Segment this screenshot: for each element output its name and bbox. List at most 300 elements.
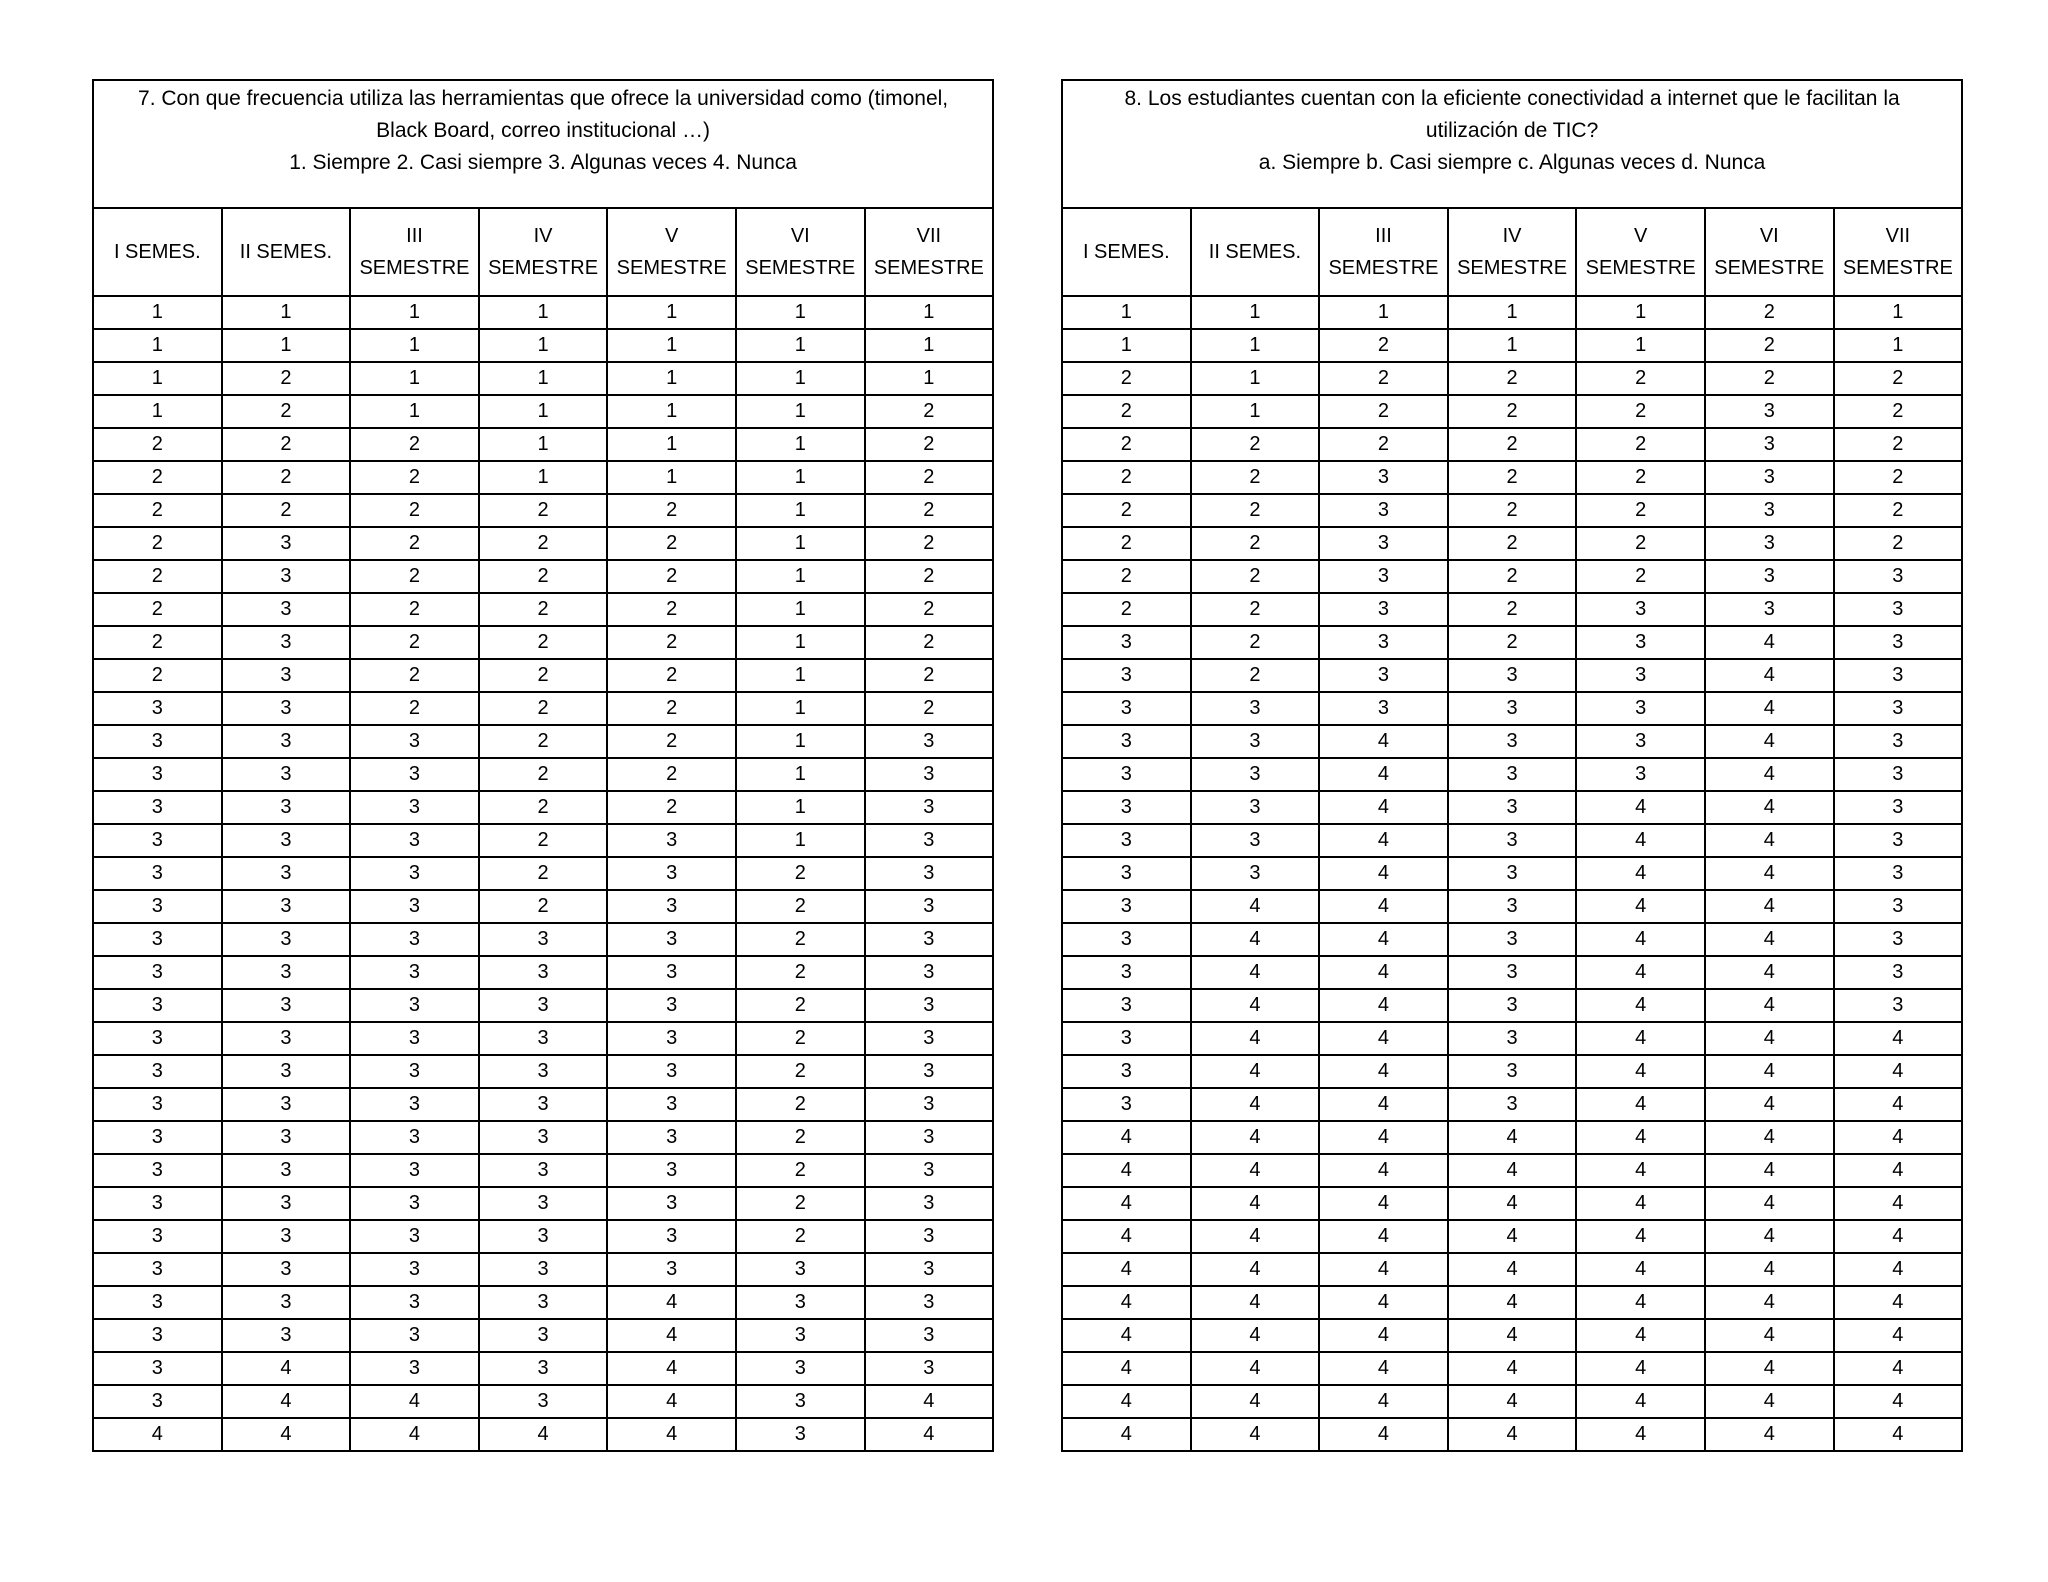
q8-table-cell: 1 — [1191, 362, 1320, 395]
q7-table-cell: 2 — [479, 626, 608, 659]
q7-table-cell: 3 — [93, 725, 222, 758]
q7-table-row — [93, 626, 993, 659]
q8-table-cell: 4 — [1319, 1286, 1448, 1319]
q7-table-row — [93, 791, 993, 824]
q8-table-cell: 3 — [1448, 956, 1577, 989]
q8-table-cell: 4 — [1705, 824, 1834, 857]
q8-table-cell: 3 — [1705, 527, 1834, 560]
q8-table-cell: 3 — [1705, 461, 1834, 494]
q8-table-cell: 3 — [1448, 824, 1577, 857]
q7-table-cell: 3 — [607, 1022, 736, 1055]
q7-table-cell: 3 — [93, 692, 222, 725]
q8-table-cell: 3 — [1834, 659, 1963, 692]
q7-table-cell: 1 — [736, 494, 865, 527]
q7-table-cell: 3 — [222, 1286, 351, 1319]
q7-table-cell: 3 — [222, 1088, 351, 1121]
q7-table-row — [93, 1352, 993, 1385]
q7-table-cell: 3 — [865, 1187, 994, 1220]
q7-table-cell: 2 — [479, 494, 608, 527]
q7-table-cell: 1 — [736, 692, 865, 725]
q7-table-cell: 3 — [479, 956, 608, 989]
q7-table-cell: 3 — [479, 1121, 608, 1154]
q7-table-cell: 3 — [93, 1022, 222, 1055]
q8-table-cell: 3 — [1062, 758, 1191, 791]
q7-table-cell: 1 — [479, 329, 608, 362]
q8-table-cell: 4 — [1319, 791, 1448, 824]
q7-table-cell: 3 — [93, 1154, 222, 1187]
q7-table-row — [93, 593, 993, 626]
q7-table-cell: 3 — [350, 758, 479, 791]
q7-table-cell: 3 — [93, 791, 222, 824]
q8-table-row — [1062, 1187, 1962, 1220]
q7-table-cell: 3 — [222, 626, 351, 659]
q8-table-cell: 3 — [1834, 692, 1963, 725]
q8-table-cell: 4 — [1576, 1187, 1705, 1220]
q7-table-row — [93, 1121, 993, 1154]
q8-table-row — [1062, 956, 1962, 989]
q8-table-row — [1062, 989, 1962, 1022]
q8-table-cell: 4 — [1576, 1286, 1705, 1319]
q7-table-cell: 2 — [736, 989, 865, 1022]
q7-column-header — [479, 208, 608, 296]
q7-table-cell: 2 — [736, 956, 865, 989]
q8-table-row — [1062, 725, 1962, 758]
q8-table-cell: 2 — [1191, 494, 1320, 527]
q7-table-cell: 3 — [93, 1220, 222, 1253]
q7-table-cell: 3 — [350, 1154, 479, 1187]
q8-table-cell: 2 — [1448, 527, 1577, 560]
q7-table-row — [93, 329, 993, 362]
q8-table-cell: 4 — [1062, 1352, 1191, 1385]
q7-table-cell: 3 — [865, 1286, 994, 1319]
q8-table-cell: 4 — [1705, 659, 1834, 692]
q8-table-cell: 2 — [1705, 362, 1834, 395]
q8-table-cell: 2 — [1191, 593, 1320, 626]
q8-table-cell: 3 — [1062, 923, 1191, 956]
q8-table-cell: 1 — [1062, 329, 1191, 362]
q7-table-cell: 2 — [93, 659, 222, 692]
q8-table-cell: 2 — [1191, 560, 1320, 593]
q8-table-cell: 4 — [1705, 956, 1834, 989]
q8-table-cell: 4 — [1062, 1385, 1191, 1418]
q7-column-header-label: III — [406, 225, 423, 247]
q7-table-cell: 4 — [607, 1319, 736, 1352]
q8-table-cell: 1 — [1576, 296, 1705, 329]
q7-table-row — [93, 989, 993, 1022]
q8-table-row — [1062, 1286, 1962, 1319]
q7-column-header-label: SEMESTRE — [745, 257, 856, 279]
q8-table-cell: 4 — [1319, 758, 1448, 791]
q8-table-cell: 4 — [1576, 857, 1705, 890]
q8-table-cell: 4 — [1448, 1253, 1577, 1286]
q8-table-row — [1062, 1319, 1962, 1352]
q7-table-cell: 3 — [222, 1154, 351, 1187]
q8-table-cell: 3 — [1319, 560, 1448, 593]
q7-table-cell: 3 — [222, 725, 351, 758]
q7-table-cell: 3 — [479, 1088, 608, 1121]
q7-table-cell: 3 — [222, 593, 351, 626]
q8-table-body — [1062, 296, 1962, 1451]
q8-table-cell: 4 — [1576, 890, 1705, 923]
q7-table-cell: 4 — [93, 1418, 222, 1451]
q7-table-cell: 4 — [479, 1418, 608, 1451]
q8-table-cell: 4 — [1191, 1154, 1320, 1187]
q8-table-cell: 4 — [1319, 1319, 1448, 1352]
q8-table-cell: 4 — [1576, 1220, 1705, 1253]
q7-table-cell: 1 — [479, 428, 608, 461]
q7-table-cell: 3 — [222, 956, 351, 989]
q8-column-header-label: II SEMES. — [1208, 241, 1302, 263]
q7-table-cell: 3 — [479, 1022, 608, 1055]
q8-table-cell: 4 — [1834, 1154, 1963, 1187]
q7-table-row — [93, 1418, 993, 1451]
q8-column-header-label: SEMESTRE — [1842, 257, 1953, 279]
q8-table-row — [1062, 857, 1962, 890]
q7-table-cell: 1 — [607, 362, 736, 395]
q8-table-cell: 3 — [1448, 857, 1577, 890]
q7-table-cell: 3 — [350, 857, 479, 890]
q7-table-cell: 2 — [350, 593, 479, 626]
q7-column-header — [93, 208, 222, 296]
q7-table-row — [93, 1055, 993, 1088]
q7-table-cell: 1 — [607, 329, 736, 362]
q8-table-row — [1062, 1352, 1962, 1385]
q8-table-cell: 4 — [1705, 1385, 1834, 1418]
q8-column-header-label: SEMESTRE — [1328, 257, 1439, 279]
q8-table-cell: 3 — [1448, 725, 1577, 758]
q8-column-header — [1576, 208, 1705, 296]
q7-column-header-label: I SEMES. — [113, 241, 201, 263]
q7-table-cell: 2 — [222, 494, 351, 527]
q8-table-cell: 3 — [1576, 593, 1705, 626]
q8-table-cell: 1 — [1448, 296, 1577, 329]
q8-table-cell: 4 — [1062, 1253, 1191, 1286]
q7-table-row — [93, 395, 993, 428]
q8-table-cell: 2 — [1319, 329, 1448, 362]
q8-table-cell: 2 — [1062, 560, 1191, 593]
q7-table-cell: 3 — [222, 1220, 351, 1253]
q8-column-header-label: IV — [1502, 225, 1522, 247]
q7-table-cell: 3 — [93, 890, 222, 923]
q7-table-cell: 3 — [350, 1055, 479, 1088]
q8-table-cell: 2 — [1705, 329, 1834, 362]
q7-table-cell: 3 — [865, 1319, 994, 1352]
q7-table-cell: 3 — [350, 1121, 479, 1154]
q7-table-cell: 1 — [736, 824, 865, 857]
q7-table-cell: 1 — [865, 362, 994, 395]
q7-table-cell: 3 — [736, 1286, 865, 1319]
q7-table-row — [93, 494, 993, 527]
q7-table-cell: 3 — [93, 1253, 222, 1286]
q8-table-cell: 2 — [1191, 461, 1320, 494]
q8-table-cell: 2 — [1448, 461, 1577, 494]
q8-table-cell: 3 — [1062, 1088, 1191, 1121]
q7-table-cell: 3 — [222, 890, 351, 923]
q8-table-cell: 4 — [1062, 1154, 1191, 1187]
q7-table-cell: 2 — [222, 428, 351, 461]
q7-table-row — [93, 923, 993, 956]
q7-table-cell: 3 — [222, 857, 351, 890]
q7-table-cell: 2 — [736, 1121, 865, 1154]
q8-table-cell: 2 — [1576, 428, 1705, 461]
q8-table-cell: 2 — [1576, 461, 1705, 494]
q8-table-cell: 3 — [1705, 560, 1834, 593]
q8-table-cell: 2 — [1576, 362, 1705, 395]
q8-table-cell: 3 — [1319, 527, 1448, 560]
q8-table-cell: 4 — [1448, 1286, 1577, 1319]
q8-table-cell: 4 — [1576, 1253, 1705, 1286]
q7-table-cell: 3 — [479, 1385, 608, 1418]
q7-table-row — [93, 659, 993, 692]
q7-table-cell: 2 — [479, 791, 608, 824]
q7-table-cell: 3 — [865, 923, 994, 956]
q7-table-cell: 3 — [607, 824, 736, 857]
q7-table-cell: 3 — [350, 1352, 479, 1385]
q8-column-header-label: VII — [1885, 225, 1911, 247]
q8-table-cell: 3 — [1834, 791, 1963, 824]
q7-table-cell: 2 — [607, 626, 736, 659]
q8-column-header-label: III — [1375, 225, 1392, 247]
q8-table-cell: 3 — [1576, 758, 1705, 791]
q7-table-cell: 3 — [222, 659, 351, 692]
q8-table-cell: 4 — [1191, 1352, 1320, 1385]
q8-table-cell: 2 — [1448, 593, 1577, 626]
q8-table-cell: 4 — [1191, 890, 1320, 923]
q8-table-cell: 4 — [1576, 1022, 1705, 1055]
q8-table-cell: 4 — [1191, 1286, 1320, 1319]
q7-table-cell: 3 — [479, 1319, 608, 1352]
q8-table-cell: 4 — [1576, 956, 1705, 989]
q8-table-cell: 4 — [1191, 989, 1320, 1022]
q7-table-row — [93, 362, 993, 395]
q8-table-cell: 3 — [1448, 1022, 1577, 1055]
q7-table-cell: 2 — [93, 428, 222, 461]
q7-table-cell: 3 — [865, 890, 994, 923]
q7-table-cell: 3 — [607, 1253, 736, 1286]
q7-table-cell: 3 — [865, 1154, 994, 1187]
q7-table-cell: 3 — [222, 692, 351, 725]
q7-table-cell: 3 — [479, 1286, 608, 1319]
q8-table-cell: 2 — [1062, 428, 1191, 461]
q8-table-cell: 3 — [1834, 725, 1963, 758]
q8-table-cell: 4 — [1834, 1253, 1963, 1286]
q7-title-line-3: 1. Siempre 2. Casi siempre 3. Algunas veces 4. Nunca — [289, 151, 797, 174]
q8-table-cell: 4 — [1834, 1286, 1963, 1319]
q7-table-cell: 2 — [93, 494, 222, 527]
q8-table-cell: 3 — [1705, 494, 1834, 527]
q8-table-cell: 4 — [1705, 626, 1834, 659]
q8-table-cell: 4 — [1705, 1154, 1834, 1187]
q7-table — [92, 79, 994, 1452]
q8-table-cell: 4 — [1191, 1088, 1320, 1121]
q7-table-cell: 2 — [222, 362, 351, 395]
q7-table-cell: 2 — [736, 1088, 865, 1121]
q7-table-cell: 3 — [479, 1253, 608, 1286]
q8-table-cell: 2 — [1319, 395, 1448, 428]
q8-table-cell: 4 — [1705, 692, 1834, 725]
q8-column-header-label: SEMESTRE — [1457, 257, 1568, 279]
q7-table-cell: 2 — [93, 593, 222, 626]
q7-table-cell: 3 — [93, 956, 222, 989]
q8-table-cell: 3 — [1448, 791, 1577, 824]
q8-table-cell: 4 — [1576, 1418, 1705, 1451]
q7-table-cell: 2 — [93, 527, 222, 560]
q8-table-cell: 4 — [1319, 956, 1448, 989]
q8-table-cell: 3 — [1191, 824, 1320, 857]
q8-table-cell: 2 — [1062, 494, 1191, 527]
q7-table-cell: 2 — [350, 560, 479, 593]
q7-table-cell: 2 — [479, 692, 608, 725]
q8-table-cell: 2 — [1062, 362, 1191, 395]
q7-table-cell: 2 — [865, 395, 994, 428]
q7-table-cell: 2 — [479, 593, 608, 626]
q7-table-cell: 3 — [350, 824, 479, 857]
q7-table-row — [93, 296, 993, 329]
q7-column-header-label: II SEMES. — [239, 241, 333, 263]
q8-table-cell: 3 — [1834, 758, 1963, 791]
q8-table-cell: 4 — [1576, 989, 1705, 1022]
q7-table-cell: 3 — [865, 1022, 994, 1055]
q8-table-cell: 4 — [1834, 1088, 1963, 1121]
q7-table-cell: 2 — [350, 659, 479, 692]
q8-table-cell: 3 — [1319, 593, 1448, 626]
q7-table-cell: 3 — [607, 1055, 736, 1088]
q7-table-cell: 1 — [736, 560, 865, 593]
q7-table-cell: 3 — [607, 989, 736, 1022]
q8-table-cell: 4 — [1834, 1121, 1963, 1154]
q7-table-row — [93, 1154, 993, 1187]
q7-table-cell: 2 — [607, 659, 736, 692]
q8-table-cell: 4 — [1834, 1319, 1963, 1352]
q7-table-cell: 3 — [222, 923, 351, 956]
q7-column-header — [736, 208, 865, 296]
q8-table-cell: 3 — [1062, 824, 1191, 857]
q7-table-cell: 3 — [350, 923, 479, 956]
q8-table-cell: 4 — [1705, 923, 1834, 956]
q8-table-cell: 4 — [1576, 1121, 1705, 1154]
q8-table-cell: 3 — [1834, 593, 1963, 626]
q8-table-cell: 3 — [1062, 956, 1191, 989]
q8-table-cell: 4 — [1448, 1187, 1577, 1220]
q8-column-header — [1834, 208, 1963, 296]
q8-table-cell: 4 — [1319, 1088, 1448, 1121]
q7-table-cell: 1 — [736, 593, 865, 626]
q8-table-row — [1062, 791, 1962, 824]
q8-table-row — [1062, 1088, 1962, 1121]
q8-table-cell: 4 — [1319, 1022, 1448, 1055]
q8-table-cell: 3 — [1319, 692, 1448, 725]
q7-table-row — [93, 560, 993, 593]
q7-table-cell: 2 — [479, 527, 608, 560]
q7-table-cell: 1 — [350, 395, 479, 428]
q8-table-cell: 4 — [1319, 1187, 1448, 1220]
q7-table-cell: 3 — [736, 1319, 865, 1352]
q7-table-cell: 3 — [865, 956, 994, 989]
q8-table-cell: 3 — [1062, 725, 1191, 758]
q7-table-cell: 1 — [479, 461, 608, 494]
q8-table-cell: 2 — [1834, 494, 1963, 527]
q8-table-cell: 3 — [1062, 692, 1191, 725]
q7-table-cell: 4 — [350, 1385, 479, 1418]
q8-table-cell: 3 — [1319, 461, 1448, 494]
q7-table-cell: 3 — [350, 725, 479, 758]
q7-table-cell: 2 — [350, 461, 479, 494]
q8-table-cell: 4 — [1448, 1418, 1577, 1451]
q7-table-cell: 3 — [865, 1220, 994, 1253]
q8-table-cell: 3 — [1062, 1022, 1191, 1055]
q7-table-cell: 3 — [222, 1187, 351, 1220]
q8-table-cell: 2 — [1319, 428, 1448, 461]
q7-table-cell: 1 — [865, 329, 994, 362]
q7-table-cell: 3 — [865, 857, 994, 890]
q7-table-cell: 1 — [736, 428, 865, 461]
q8-table-cell: 4 — [1191, 1121, 1320, 1154]
q7-table-cell: 3 — [607, 956, 736, 989]
q7-column-header-label: VII — [916, 225, 942, 247]
q7-table-cell: 1 — [222, 329, 351, 362]
q7-table-cell: 3 — [222, 527, 351, 560]
q8-table-cell: 4 — [1705, 1418, 1834, 1451]
q7-table-cell: 2 — [479, 824, 608, 857]
q8-table-cell: 3 — [1834, 890, 1963, 923]
q8-table-cell: 2 — [1191, 428, 1320, 461]
q7-table-cell: 3 — [93, 1319, 222, 1352]
q8-table-cell: 4 — [1191, 1055, 1320, 1088]
q7-table-cell: 2 — [865, 692, 994, 725]
q7-table-cell: 1 — [736, 461, 865, 494]
q8-table-cell: 3 — [1448, 1055, 1577, 1088]
q8-title-line-1: 8. Los estudiantes cuentan con la eficiente conectividad a internet que le facilitan la — [1124, 87, 1900, 110]
q8-table-cell: 3 — [1448, 692, 1577, 725]
q7-table-cell: 3 — [93, 1385, 222, 1418]
q7-table-cell: 2 — [350, 428, 479, 461]
q8-table-cell: 4 — [1705, 1055, 1834, 1088]
q8-column-header — [1448, 208, 1577, 296]
q7-table-cell: 3 — [350, 890, 479, 923]
q8-table-cell: 4 — [1191, 1319, 1320, 1352]
q7-table-cell: 4 — [607, 1286, 736, 1319]
q8-table-cell: 1 — [1191, 296, 1320, 329]
q8-title-line-3: a. Siempre b. Casi siempre c. Algunas veces d. Nunca — [1258, 151, 1766, 174]
q8-column-header-label: V SEMESTRE — [1585, 225, 1696, 279]
q7-table-cell: 3 — [865, 758, 994, 791]
q7-table-cell: 3 — [222, 1319, 351, 1352]
q7-table-cell: 2 — [865, 659, 994, 692]
q7-table-cell: 3 — [350, 1253, 479, 1286]
q8-table-cell: 4 — [1062, 1418, 1191, 1451]
q7-table-cell: 1 — [479, 362, 608, 395]
q7-table-cell: 2 — [607, 560, 736, 593]
q7-table-row — [93, 1286, 993, 1319]
q7-table-cell: 3 — [93, 1286, 222, 1319]
q8-table-cell: 3 — [1834, 824, 1963, 857]
q7-table-cell: 4 — [222, 1385, 351, 1418]
q7-table-cell: 1 — [736, 659, 865, 692]
q8-table-row — [1062, 461, 1962, 494]
q8-table-cell: 1 — [1191, 329, 1320, 362]
q7-table-cell: 3 — [350, 1022, 479, 1055]
q7-column-header — [222, 208, 351, 296]
q7-table-cell: 4 — [865, 1418, 994, 1451]
q8-table-row — [1062, 1121, 1962, 1154]
q8-table-cell: 2 — [1448, 395, 1577, 428]
q7-table-row — [93, 692, 993, 725]
q8-table-cell: 4 — [1191, 956, 1320, 989]
q8-table-cell: 2 — [1191, 527, 1320, 560]
q8-table-cell: 4 — [1576, 824, 1705, 857]
q7-table-cell: 3 — [865, 1121, 994, 1154]
q8-table-row — [1062, 1154, 1962, 1187]
